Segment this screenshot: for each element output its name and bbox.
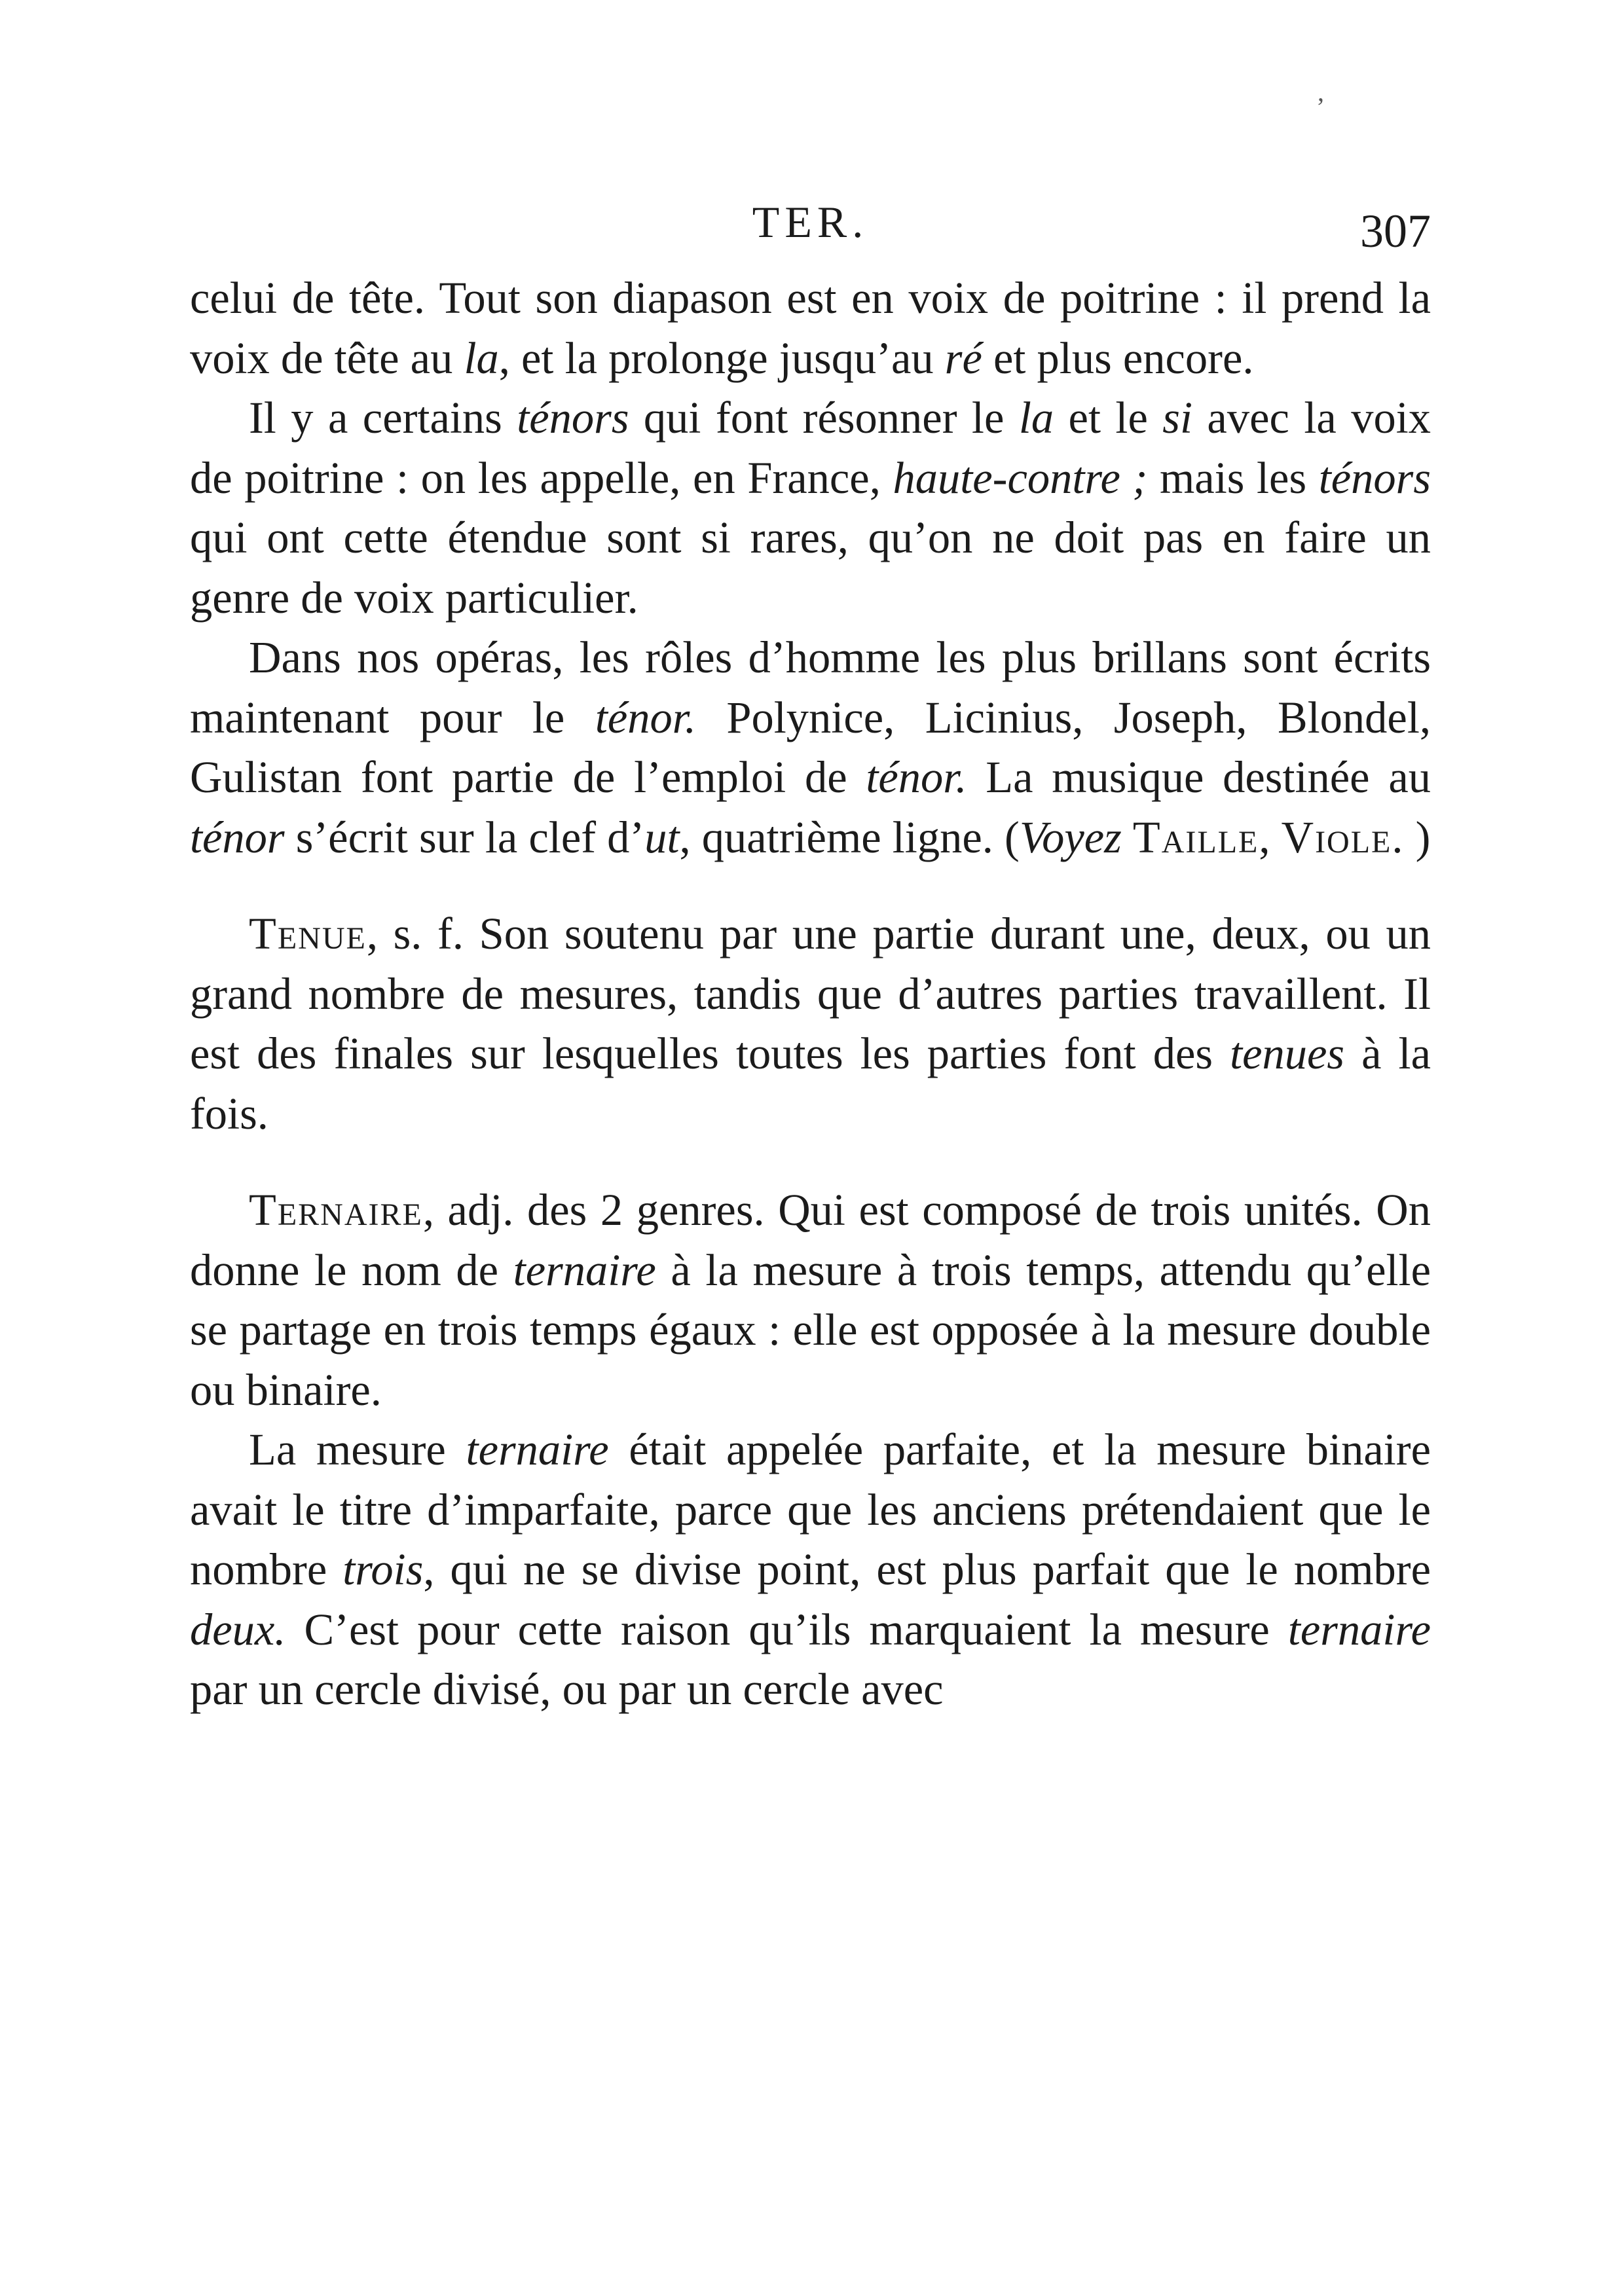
page-header [190,196,1431,262]
italic-term: Voyez [1019,812,1122,862]
text-run: qui font résonner le [629,393,1019,443]
text-run: ) [1404,812,1431,862]
text-run: s’écrit sur la clef d’ [284,812,645,862]
text-run: Dans nos opéras, les rôles d’homme les plus brillans sont écrits maintenant pour le [190,632,1431,742]
text-run: et le [1054,393,1163,443]
headword: Taille [1132,812,1259,862]
text-run: La musique destinée au [967,752,1431,802]
headword: Ternaire [249,1185,423,1235]
text-run: , s. f. Son soutenu par une partie durant une, deux, ou un grand nombre de mesures, tandis que d’autres parties travaillent. Il est des finales sur lesquelles toutes les parties font des [190,909,1431,1078]
text-run: , et la prolonge jusqu’au [498,333,945,383]
text-run: Il y a certains [249,393,517,443]
text-run: celui de tête. Tout son diapason est en voix de poitrine : il prend la voix de tête au [190,273,1431,383]
text-run: , qui ne se divise point, est plus parfait que le nombre [423,1544,1431,1594]
italic-term: ténors [1318,452,1431,503]
text-run: C’est pour cette raison qu’ils marquaient la mesure [286,1604,1288,1654]
italic-term: trois [342,1544,424,1594]
text-run: , adj. des 2 genres. Qui est composé de trois unités. On donne le nom de [190,1185,1431,1295]
italic-term: si [1162,393,1192,443]
body-text [190,268,1431,1720]
italic-term: ténor. [866,752,967,802]
paragraph [190,268,1431,388]
headword: Tenue [249,909,367,958]
text-run: Polynice, Licinius, Joseph, Blondel, Gulistan font partie de l’emploi de [190,692,1431,802]
paragraph [190,1420,1431,1720]
italic-term: la [1018,393,1054,443]
italic-term: haute-contre ; [893,452,1148,503]
italic-term: ut [644,812,680,862]
text-run: à la mesure à trois temps, attendu qu’elle se partage en trois temps égaux : elle est opposée à la mesure double ou binaire. [190,1245,1431,1415]
text-run: , quatrième ligne. ( [679,812,1020,862]
text-run: à la fois. [190,1029,1431,1139]
italic-term: deux. [190,1604,286,1654]
text-run: La mesure [249,1425,466,1474]
italic-term: ténor. [595,692,696,742]
page-number: 307 [1360,205,1431,257]
text-run: mais les [1147,452,1319,503]
paragraph [190,1180,1431,1420]
running-head: TER. [752,197,869,247]
scan-speck: ʼ [1316,92,1325,122]
italic-term: ternaire [466,1425,609,1474]
italic-term: la [464,333,499,383]
paragraph [190,904,1431,1144]
italic-term: ténor [190,812,285,862]
italic-term: ternaire [1287,1604,1431,1654]
italic-term: ténors [517,393,629,443]
paragraph [190,628,1431,867]
text-run: était appelée parfaite, et la mesure binaire avait le titre d’imparfaite, parce que les anciens prétendaient que le nombre [190,1425,1431,1594]
text-run: par un cercle divisé, ou par un cercle avec [190,1664,944,1714]
text-run [1122,812,1133,862]
text-run: avec la voix de poitrine : on les appelle, en France, [190,393,1431,503]
italic-term: ternaire [513,1245,656,1295]
paragraph [190,388,1431,628]
text-run: , [1259,812,1282,862]
text-run: et plus encore. [982,333,1254,383]
headword: Viole. [1281,812,1405,862]
italic-term: ré [944,333,982,383]
italic-term: tenues [1230,1029,1345,1078]
text-run: qui ont cette étendue sont si rares, qu’on ne doit pas en faire un genre de voix particulier. [190,513,1431,623]
